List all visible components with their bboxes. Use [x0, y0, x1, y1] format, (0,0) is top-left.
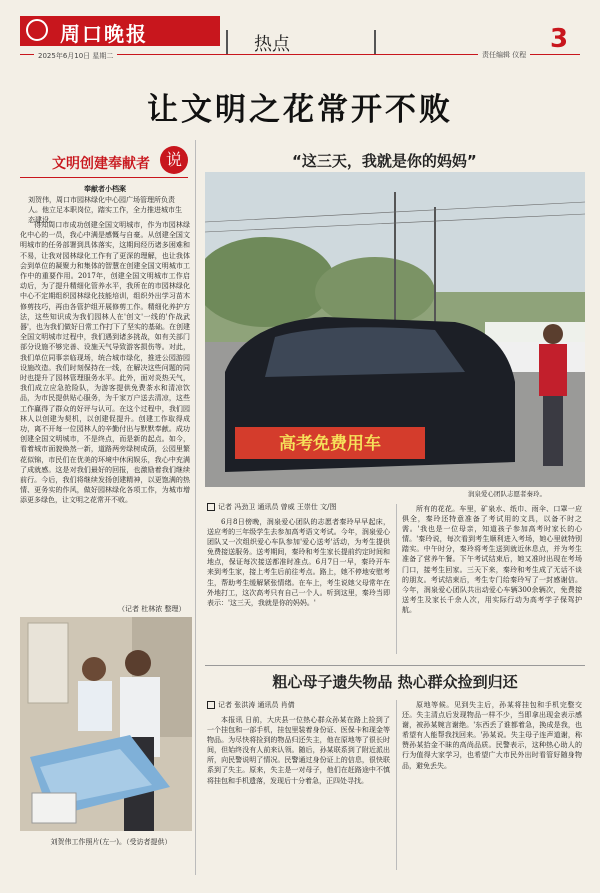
author-profile-bio: 刘贺伟，周口市园林绿化中心园广场管理所负责人。他立足本职岗位，踏实工作，全力推进城市生态建设。: [28, 196, 182, 224]
column-body-text: 得知周口市成功创建全国文明城市，作为市园林绿化中心的一员，我心中满是感慨与自豪。从创建全国文明城市的任务部署到具体落实，这期间经历诸多困难和不易，让我对园林绿化工作有了更深的理解，也让我体会到单位的凝聚力和集体的智慧在创建全国文明城市工作中的重要作用。2017年，创建全国文明城市工作启动后，为了提升精细化管养水平，我所在的市园林绿化中心不定期组织园林绿化技能培训，组织外出学习苗木修剪技巧，再由各管护组开展修剪工作。精细化养护方法，这些知识成为我们园林人在'创文'一线的'作战武器'，也为我们做好日常工作打下了坚实的基础。在创建全国文明城市过程中，我们遇到诸多挑战，如有关部门部分设施不够完善、设施天气导致游客损伤等。对此，我们单位同事亲临现场，统合城市绿化，推进公园游园设施改造。我们时刻保持在一线，在解决这些问题的同时也提升了园林管理服务水平。此外，面对炎热天气，我们成立应急抢险队，为游客提供免费茶水和清凉饮品，为市民提供贴心服务，为千家万户送去清凉，这些工作赢得了群众的好评与认可。在这个过程中，我们园林人以创建为契机，以创建促提升。创建工作取得成功，离不开每一位园林人的辛勤付出与默默奉献。成功创建全国文明城市，不是终点，而是新的起点。如今，看着城市面貌焕然一新，道路两旁绿树成荫，公园里繁花似锦，市民们在优美的环境中休闲娱乐，我心中充满了成就感。这是对我们最好的回报，也激励着我们继续前行。今后，我们将继续发扬创建精神，以更饱满的热情、更务实的作风，做好园林绿化各项工作，为城市增添更多绿色，让文明之花常开不败。: [20, 221, 190, 505]
column-kicker: 文明创建奉献者: [52, 156, 150, 172]
byline-box-icon: [207, 701, 215, 709]
work-photo-illustration: [20, 617, 192, 831]
kicker-rule: [20, 177, 188, 178]
page-number: 3: [550, 24, 569, 54]
paper-name: 周口晚报: [60, 22, 148, 46]
story-byline-text: 记者 冯劲卫 通讯员 曾威 王崇仕 文/图: [218, 503, 337, 511]
issue-date: 2025年6月10日 星期二: [34, 51, 117, 61]
page-headline: 让文明之花常开不败: [147, 92, 453, 128]
column-byline: （记者 杜林浓 整理）: [118, 605, 186, 613]
work-photo: [20, 617, 192, 831]
story-body-col2: 所有的花花。车里，矿泉水、纸巾、雨伞、口罩一应俱全，秦玲还特意准备了考试用的文具，以备不时之需。'我也是一位母亲，知道孩子参加高考时家长的心情。'秦玲说，每次看到考生顺利进入考场，她心里就特别踏实。中午时分，秦玲将考生送到就近休息点，并为考生准备了营养午餐。下午考试结束后，她又准时出现在考场门口，接考生回家。三天下来，秦玲和考生成了无话不谈的朋友。考试结束后，考生专门给秦玲写了一封感谢信。今年，润泉爱心团队共出动爱心车辆300余辆次，免费接送考生及家长千余人次，用实际行动为高考学子保驾护航。: [402, 505, 582, 614]
byline-box-icon: [207, 503, 215, 511]
second-story-body-col1: 本报讯 日前，大庆县一位热心群众孙某在路上捡到了一个挂包和一部手机，挂包里装着身份证、医保卡和现金等物品。为尽快将捡到的物品归还失主，他在原地等了很长时间，但始终没有人前来认领。随后，孙某联系到了附近派出所，向民警说明了情况。民警通过身份证上的信息，很快联系到了失主。原来，失主是一对母子，他们在赶路途中不慎将挂包和手机遗落，发现后十分着急，正四处寻找。: [207, 716, 390, 785]
story-separator: [205, 665, 585, 666]
section-title: 热点: [254, 34, 290, 55]
volunteer-car-photo: [205, 172, 585, 487]
story-byline: [207, 502, 336, 512]
story-headline: “这三天，我就是你的妈妈”: [292, 152, 477, 170]
car-photo-caption: 润泉爱心团队志愿者秦玲。: [468, 490, 546, 498]
second-story-column-divider: [396, 700, 397, 870]
second-byline-text: 记者 张洪涛 通讯员 肖倩: [218, 701, 295, 709]
volunteer-car-illustration: [205, 172, 585, 487]
story-body-col1: 6月8日傍晚，润泉爱心团队的志愿者秦玲早早起床，送应考的三年级学生去参加高考语文考试。今年，润泉爱心团队又一次组织爱心车队参加'爱心送考'活动，为考生提供免费接送服务。送考期间，秦玲和考生家长提前约定时间和地点，保证每次接送都准时准点。6月7日一早，秦玲开车来到考生家，接上考生后前往考点。路上，她不停地安慰考生，帮助考生缓解紧张情绪。在车上，考生说她父母常年在外地打工，这次高考只有自己一个人。听到这里，秦玲当即表示：'这三天，我就是你的妈妈。': [207, 518, 390, 607]
second-story-byline: [207, 700, 295, 710]
car-banner: 高考免费用车: [279, 434, 381, 454]
editors-credit: 责任编辑 仪程: [478, 50, 530, 60]
story-column-divider: [396, 504, 397, 654]
newspaper-logo-icon: [26, 19, 48, 41]
second-story-body-col2: 原地等候。见到失主后，孙某将挂包和手机完整交还。失主清点后发现物品一样不少，当即拿出现金表示感谢，被孙某婉言谢绝。'东西丢了谁都着急，换成是我，也希望有人能帮我找回来。'孙某说。失主母子连声道谢，称赞孙某拾金不昧的高尚品质。民警表示，这种热心助人的行为值得大家学习，也希望广大市民外出时看管好随身物品，避免丢失。: [402, 701, 582, 770]
speech-bubble-icon: 说: [160, 146, 188, 174]
column-divider: [195, 140, 196, 875]
second-story-headline: 粗心母子遗失物品 热心群众捡到归还: [272, 673, 518, 691]
work-photo-caption: 刘贺伟工作照片(左一)。（受访者提供）: [50, 838, 172, 846]
section-frame: [226, 30, 376, 54]
author-profile-title: 奉献者小档案: [84, 184, 126, 193]
